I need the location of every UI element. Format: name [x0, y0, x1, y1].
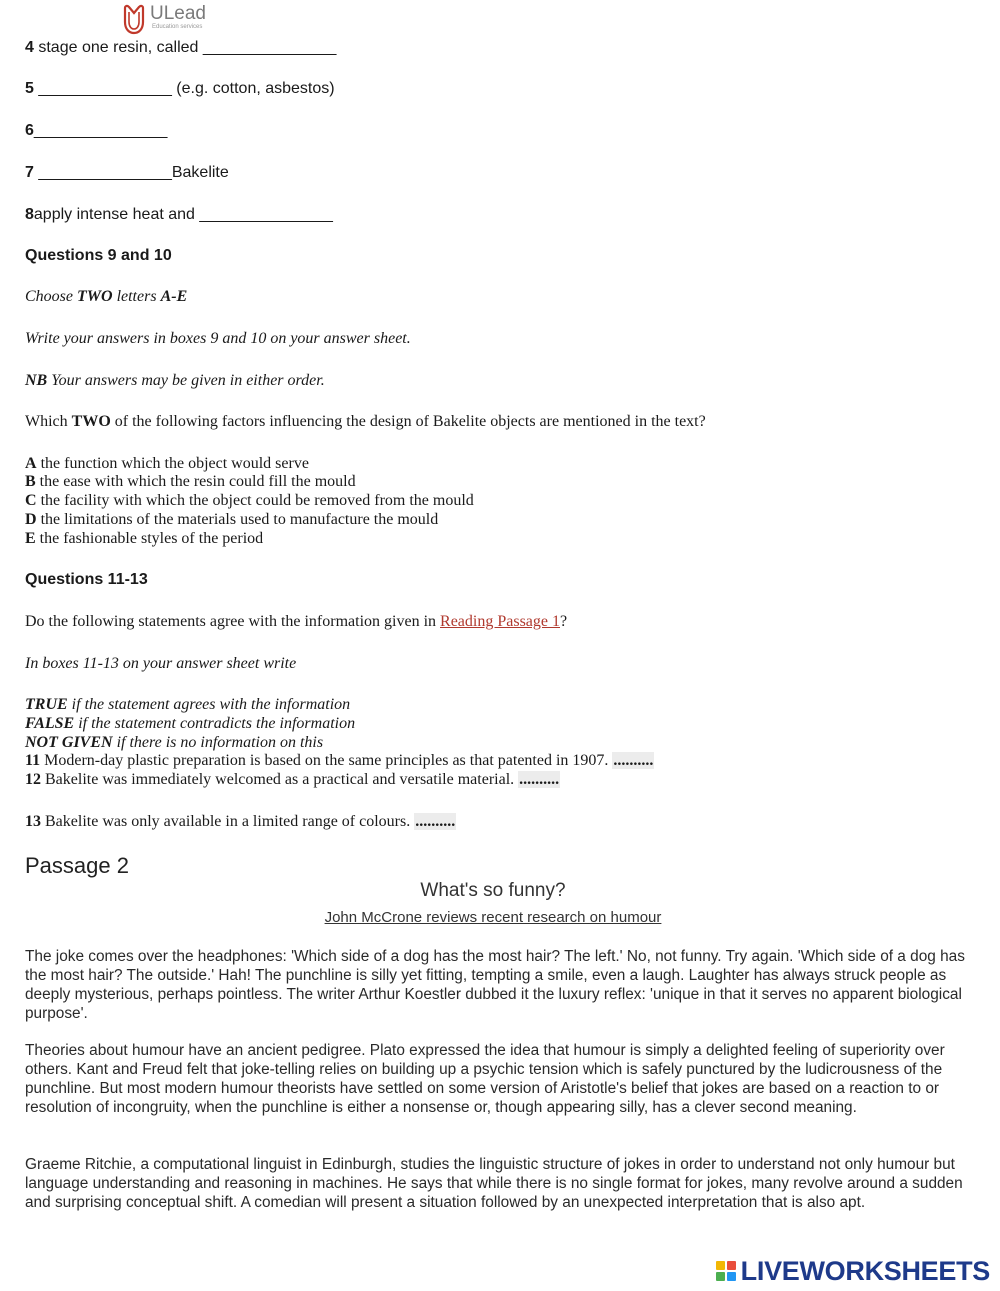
key-true: TRUE if the statement agrees with the information — [25, 696, 351, 713]
gap-item-6: 6_______________ — [25, 122, 168, 139]
answer-box-13[interactable]: .......... — [415, 813, 456, 830]
answer-box-11[interactable]: .......... — [613, 752, 654, 769]
answer-blank-4[interactable]: _______________ — [202, 39, 337, 56]
questions-9-10-heading: Questions 9 and 10 — [25, 247, 172, 264]
option-c: C the facility with which the object could be removed from the mould — [25, 492, 474, 509]
passage-paragraph-2: Theories about humour have an ancient pedigree. Plato expressed the idea that humour is simply a delighted feeling of superiority over others. Kant and Freud felt that joke-telling relies on building up a psychic tension which is safely punctured by the ludicrousness of the punchline. But most modern humour theorists have settled on some version of Aristotle's belief that jokes are based on a reaction to or resolution of incongruity, when the punchline is either a nonsense or, though appearing silly, has a clever second meaning. — [25, 1042, 945, 1116]
q9-10-note: NB Your answers may be given in either order. — [25, 372, 325, 389]
q9-10-instruction-choose: Choose TWO letters A-E — [25, 288, 188, 305]
gap-item-7: 7 _______________Bakelite — [25, 164, 229, 181]
answer-blank-5[interactable]: _______________ — [38, 80, 172, 97]
key-false: FALSE if the statement contradicts the information — [25, 715, 356, 732]
option-d: D the limitations of the materials used to manufacture the mould — [25, 511, 439, 528]
key-not-given: NOT GIVEN if there is no information on this — [25, 734, 324, 751]
answer-blank-7[interactable]: _______________ — [38, 164, 172, 181]
gap-item-4: 4 stage one resin, called _______________ — [25, 39, 337, 56]
q9-10-question: Which TWO of the following factors influencing the design of Bakelite objects are mentioned in the text? — [25, 413, 706, 430]
liveworksheets-watermark — [716, 1256, 990, 1286]
reading-passage-1-link[interactable]: Reading Passage 1 — [440, 613, 560, 630]
passage-2-heading: Passage 2 — [25, 853, 129, 878]
statement-13: 13 Bakelite was only available in a limited range of colours. .......... — [25, 813, 456, 830]
answer-box-12[interactable]: .......... — [519, 771, 560, 788]
statement-11: 11 Modern-day plastic preparation is based on the same principles as that patented in 1907. .......... — [25, 752, 654, 769]
logo-name: ULead — [150, 3, 206, 24]
q9-10-instruction-write: Write your answers in boxes 9 and 10 on your answer sheet. — [25, 330, 411, 347]
answer-blank-6[interactable]: _______________ — [33, 122, 168, 139]
passage-title: What's so funny? — [420, 880, 566, 901]
q11-13-instruction: In boxes 11-13 on your answer sheet write — [25, 655, 297, 672]
questions-11-13-heading: Questions 11-13 — [25, 571, 148, 588]
statement-12: 12 Bakelite was immediately welcomed as a practical and versatile material. .......... — [25, 771, 560, 788]
liveworksheets-logo-icon — [716, 1261, 736, 1281]
q11-13-prompt: Do the following statements agree with the information given in Reading Passage 1? — [25, 613, 568, 630]
passage-subtitle: John McCrone reviews recent research on humour — [324, 909, 662, 926]
ulead-logo-icon — [120, 4, 148, 36]
option-b: B the ease with which the resin could fill the mould — [25, 473, 356, 490]
liveworksheets-text: LIVEWORKSHEETS — [740, 1255, 990, 1286]
passage-paragraph-3: Graeme Ritchie, a computational linguist in Edinburgh, studies the linguistic structure of jokes in order to understand not only humour but language understanding and reasoning in machines. He says that while there is no single format for jokes, many revolve around a sudden and surprising conceptual shift. A comedian will present a situation followed by an unexpected interpretation that is also apt. — [25, 1156, 963, 1211]
ulead-logo — [120, 4, 206, 38]
option-a: A the function which the object would serve — [25, 455, 309, 472]
passage-paragraph-1: The joke comes over the headphones: 'Which side of a dog has the most hair? The left.' No, not funny. Try again. 'Which side of a dog has the most hair? The outside.' Hah! The punchline is silly yet fitting, tempting a smile, even a laugh. Laughter has always struck people as deeply mysterious, perhaps pointless. The writer Arthur Koestler dubbed it the luxury reflex: 'unique in that it serves no apparent biological purpose'. — [25, 948, 965, 1022]
logo-subtitle: Education services — [152, 24, 203, 30]
answer-blank-8[interactable]: _______________ — [199, 206, 333, 223]
option-e: E the fashionable styles of the period — [25, 530, 264, 547]
gap-item-5: 5 _______________ (e.g. cotton, asbestos) — [25, 80, 335, 97]
gap-item-8: 8apply intense heat and _______________ — [25, 206, 333, 223]
